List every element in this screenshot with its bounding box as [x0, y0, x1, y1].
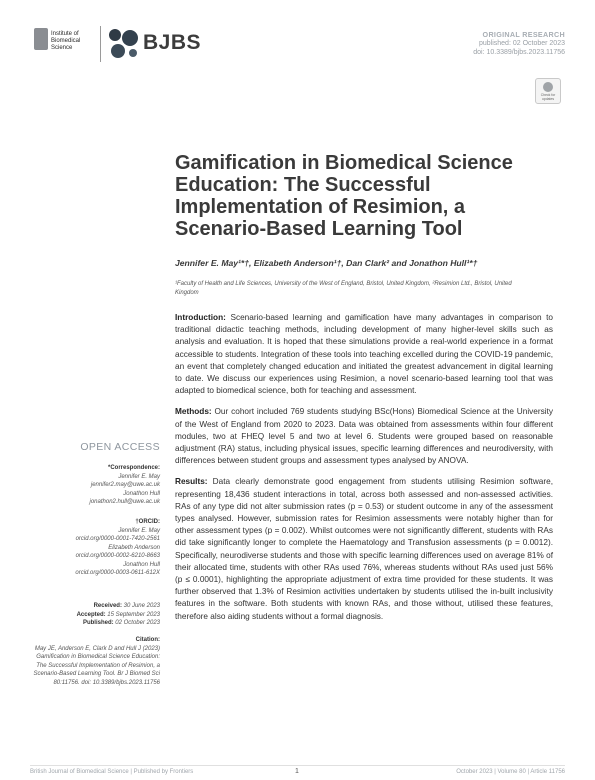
bjbs-logo-icon: [106, 26, 140, 60]
ibms-logo-text: Institute of Biomedical Science: [51, 31, 81, 51]
open-access-label: OPEN ACCESS: [80, 441, 160, 453]
ibms-logo-mark: [34, 28, 48, 50]
check-for-updates-badge[interactable]: Check for updates: [535, 78, 561, 104]
correspondence-block: *Correspondence: Jennifer E. May jennifer2.may@uwe.ac.uk Jonathon Hull jonathon2.hull@uwe.ac.uk: [30, 464, 160, 507]
header-divider: [100, 26, 101, 62]
affiliations: ¹Faculty of Health and Life Sciences, University of the West of England, Bristol, United Kingdom, ²Resimion Ltd., Bristol, United Kingdom: [175, 281, 512, 296]
orcid-link[interactable]: orcid.org/0000-0002-6210-8663: [75, 553, 160, 559]
published-date: published: 02 October 2023: [478, 40, 565, 47]
email-link[interactable]: jonathon2.hull@uwe.ac.uk: [89, 499, 160, 505]
orcid-link[interactable]: orcid.org/0000-0001-7420-2561: [75, 536, 160, 542]
footer-issue: October 2023 | Volume 80 | Article 11756: [456, 769, 565, 775]
footer-rule: [30, 765, 565, 766]
abstract-introduction: Introduction: Scenario-based learning and gamification have many advantages in comparison to traditional didactic teaching methods, including development of many higher-level skills such as analysis and evaluation. It is hoped that these simulations provide a real-world experience in a format accessible to students. Integration of these tools into teaching excelled during the COVID-19 pandemic, an event that completely changed education and initiated the greatest advancement in digital learning to date. We discuss our experiences using Resimion, a novel scenario-based learning tool that was adapted to biomedical science, both for teaching and assessment.: [175, 313, 553, 396]
abstract-results: Results: Data clearly demonstrate good engagement from students utilising Resimion software, representing 18,436 student interactions in total, across both assessed and non-assessed activities. RAs of any type did not alter submission rates (p = 0.53) or student outcome in any of the assessment types analysed. However, submission rates for Resimion assessments were notably higher than for other assessment types (p = 0.002). Whilst outcomes were not significantly different, students with RAs did take significantly longer to complete the Haematology and Transfusion assessments (p = 0.0012). Specifically, neurodiverse students and those with specific learning differences used on average 81% of their allocated time, students with other RAs used 76%, whereas students without RAs used just 56% (p ≤ 0.0001), highlighting the appropriate adjustment of extra time provided for these students. It was further observed that 1.3% of Resimion activities undertaken by students utilised the in-built inclusivity features in the software. Both students with known RAs, and those without, utilised these features, therefore also aiding students without a formal diagnosis.: [175, 477, 553, 621]
article-type: ORIGINAL RESEARCH: [482, 30, 565, 39]
author-list: Jennifer E. May¹*†, Elizabeth Anderson¹†, Dan Clark² and Jonathon Hull¹*†: [175, 258, 478, 268]
page-number: 1: [295, 768, 299, 775]
abstract-methods: Methods: Our cohort included 769 students studying BSc(Hons) Biomedical Science at the University of the West of England from 2020 to 2023. Data was obtained from assessments within four different modules, two at FHEQ level 5 and two at level 6. Students were grouped based on reasonable adjustment (RA) status, including physical issues, specific learning differences and neurodiversity, with differences between student groups and assessment types analysed by ANOVA.: [175, 407, 553, 466]
ibms-logo: [34, 28, 94, 54]
citation-block: Citation: May JE, Anderson E, Clark D and Hull J (2023) Gamification in Biomedical Science Education: The Successful Implementation of Resimion, a Scenario-Based Learning Tool. Br J Biomed Sci 80:11756. doi: 10.3389/bjbs.2023.11756: [33, 637, 160, 686]
dates-block: Received: 30 June 2023 Accepted: 15 September 2023 Published: 02 October 2023: [76, 603, 160, 626]
abstract: [175, 312, 553, 632]
article-title: Gamification in Biomedical Science Education: The Successful Implementation of Resimion, a Scenario-Based Learning Tool: [175, 152, 513, 240]
email-link[interactable]: jennifer2.may@uwe.ac.uk: [90, 482, 160, 488]
orcid-block: †ORCID: Jennifer E. May orcid.org/0000-0001-7420-2561 Elizabeth Anderson orcid.org/0000-0002-6210-8663 Jonathon Hull orcid.org/0000-0003-0611-612X: [30, 518, 160, 578]
journal-abbrev: BJBS: [143, 31, 202, 54]
update-icon: [543, 82, 553, 92]
orcid-link[interactable]: orcid.org/0000-0003-0611-612X: [75, 570, 160, 576]
article-meta: [473, 30, 565, 57]
doi-link[interactable]: doi: 10.3389/bjbs.2023.11756: [473, 49, 565, 56]
footer-journal: British Journal of Biomedical Science | Published by Frontiers: [30, 769, 194, 775]
